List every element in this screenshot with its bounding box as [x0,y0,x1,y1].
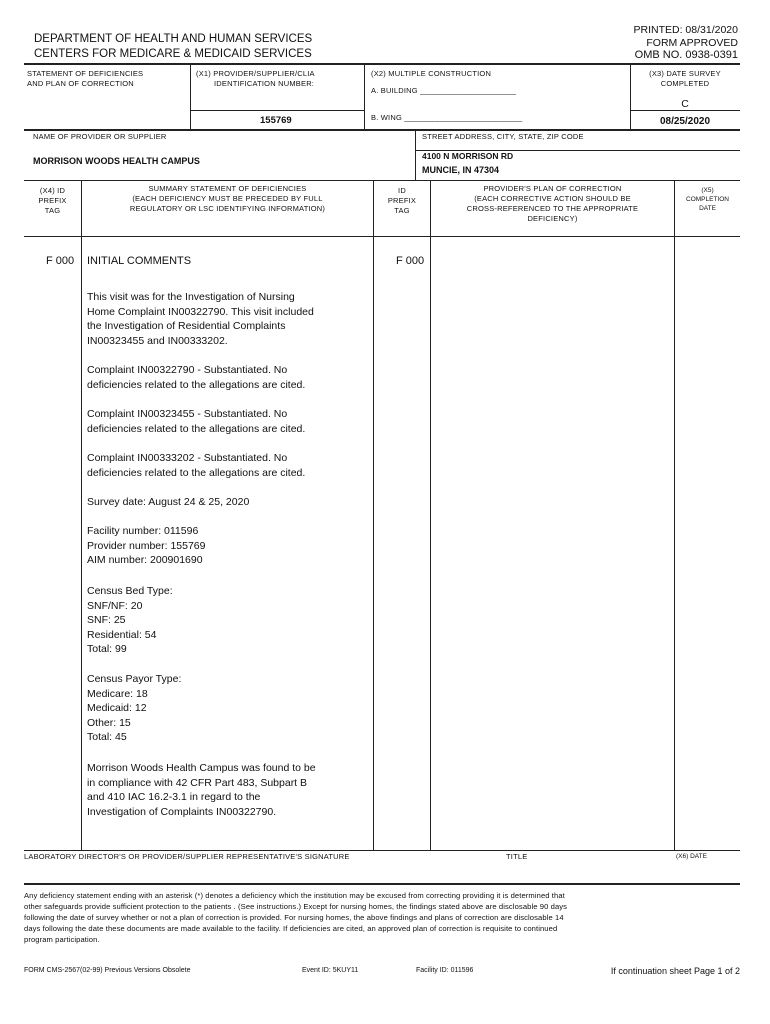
text-line: Residential: 54 [87,628,157,641]
x3-label-line-1: (X3) DATE SURVEY [649,69,721,78]
summary-column-header [82,184,373,214]
x3-label [630,69,740,89]
facility-id: Facility ID: 011596 [416,967,474,974]
summary-header-line-2: (EACH DEFICIENCY MUST BE PRECEDED BY FULL [132,194,323,203]
statement-label-line-1: STATEMENT OF DEFICIENCIES [27,69,144,78]
paragraph-complaint-1 [87,363,369,392]
text-line: Census Bed Type: [87,585,173,597]
statement-label [27,69,143,89]
x4-header-line-1: (X4) ID [39,186,66,195]
summary-header-line-3: REGULATORY OR LSC IDENTIFYING INFORMATION) [129,204,326,213]
department-line-1: DEPARTMENT OF HEALTH AND HUMAN SERVICES [34,33,313,45]
plan-header-line-2: (EACH CORRECTIVE ACTION SHOULD BE [474,194,631,203]
disclaimer-line: Any deficiency statement ending with an asterisk (*) denotes a deficiency which the institution may be excused from correcting providing it is determined that [24,891,565,900]
paragraph-compliance [87,761,369,819]
text-line: AIM number: 200901690 [87,554,203,567]
paragraph-complaint-2 [87,407,369,436]
text-line: SNF: 25 [87,614,126,627]
disclaimer [24,890,740,945]
x2-label: (X2) MULTIPLE CONSTRUCTION [371,69,492,78]
entry-tag-left: F 000 [46,255,75,267]
address-label: STREET ADDRESS, CITY, STATE, ZIP CODE [422,132,584,141]
text-line: Medicare: 18 [87,687,148,700]
entry-tag-right: F 000 [396,255,425,267]
provider-name-label: NAME OF PROVIDER OR SUPPLIER [33,132,167,141]
text-line: Census Payor Type: [87,673,182,685]
department-title [34,32,312,62]
title-label: TITLE [506,852,528,861]
address-city: MUNCIE, IN 47304 [422,165,500,175]
plan-header-line-3: CROSS-REFERENCED TO THE APPROPRIATE [466,204,639,213]
plan-column-header [431,184,674,224]
id-header-line-2: PREFIX [387,196,417,205]
provider-name: MORRISON WOODS HEALTH CAMPUS [33,156,200,166]
text-line: Morrison Woods Health Campus was found to be [87,762,316,774]
x6-date-label: (X6) DATE [676,853,707,860]
text-line: Other: 15 [87,716,131,729]
paragraph-facility-numbers [87,524,369,568]
x1-label-line-2: IDENTIFICATION NUMBER: [214,79,315,88]
provider-id-number: 155769 [260,115,292,126]
statement-label-line-2: AND PLAN OF CORRECTION [27,79,134,88]
summary-header-line-1: SUMMARY STATEMENT OF DEFICIENCIES [148,184,307,193]
text-line: SNF/NF: 20 [87,599,143,612]
id-header-line-3: TAG [394,206,410,215]
text-line: Survey date: August 24 & 25, 2020 [87,496,250,508]
text-line: Facility number: 011596 [87,525,199,537]
text-line: Provider number: 155769 [87,539,206,552]
text-line: Complaint IN00322790 - Substantiated. No [87,364,288,376]
paragraph-investigation [87,290,369,348]
disclaimer-line: days following the date these documents are made available to the facility. If deficiencies are cited, an approved plan of correction is requisite to continued [24,924,558,933]
continuation-page: If continuation sheet Page 1 of 2 [610,966,740,976]
text-line: and 410 IAC 16.2-3.1 in regard to the [87,791,261,804]
paragraph-census-payor [87,672,369,745]
id-header-line-1: ID [398,186,406,195]
x3-label-line-2: COMPLETED [660,79,710,88]
text-line: IN00323455 and IN00333202. [87,334,228,347]
disclaimer-line: following the date of survey whether or not a plan of correction is provided. For nursing homes, the above findings and plans of correction are disclosable 14 [24,913,564,922]
building-label: A. BUILDING ______________________ [371,86,517,95]
disclaimer-line: program participation. [24,935,100,944]
x1-label-line-1: (X1) PROVIDER/SUPPLIER/CLIA [196,69,315,78]
omb-number: OMB NO. 0938-0391 [634,49,738,61]
x5-column-header [675,186,740,213]
address-street: 4100 N MORRISON RD [422,151,514,161]
text-line: Total: 99 [87,643,127,656]
x5-header-line-2: COMPLETION [686,196,729,203]
paragraph-census-bed [87,584,369,657]
text-line: in compliance with 42 CFR Part 483, Subpart B [87,776,308,789]
x5-header-line-1: (X5) [701,187,714,194]
form-approval-block [634,24,738,62]
text-line: Complaint IN00323455 - Substantiated. No [87,408,288,420]
department-line-2: CENTERS FOR MEDICARE & MEDICAID SERVICES [34,48,312,60]
text-line: Investigation of Complaints IN00322790. [87,805,277,818]
id-column-header [374,186,430,216]
text-line: the Investigation of Residential Complaints [87,320,286,333]
x4-header-line-3: TAG [44,206,61,215]
wing-label: B. WING ___________________________ [371,113,523,122]
x1-label [196,69,356,89]
text-line: Complaint IN00333202 - Substantiated. No [87,452,288,464]
disclaimer-line: other safeguards provide sufficient protection to the patients . (See instructions.) Except for nursing homes, the findings stated above are disclosable 90 days [24,902,568,911]
signature-label: LABORATORY DIRECTOR'S OR PROVIDER/SUPPLIER REPRESENTATIVE'S SIGNATURE [24,852,350,861]
entry-body [87,290,369,348]
text-line: deficiencies related to the allegations are cited. [87,378,306,391]
paragraph-survey-date [87,495,369,510]
printed-date: PRINTED: 08/31/2020 [633,24,738,36]
form-id: FORM CMS-2567(02-99) Previous Versions Obsolete [24,967,191,974]
event-id: Event ID: 5KUY11 [302,967,359,974]
text-line: deficiencies related to the allegations are cited. [87,466,306,479]
text-line: Total: 45 [87,731,127,744]
form-approved: FORM APPROVED [646,36,738,49]
text-line: Home Complaint IN00322790. This visit included [87,305,314,318]
x4-header-line-2: PREFIX [38,196,67,205]
survey-code: C [681,98,689,110]
plan-header-line-4: DEFICIENCY) [527,214,578,223]
paragraph-complaint-3 [87,451,369,480]
x5-header-line-3: DATE [699,205,716,212]
x4-column-header [24,186,81,216]
survey-date: 08/25/2020 [659,116,711,127]
plan-header-line-1: PROVIDER'S PLAN OF CORRECTION [483,184,622,193]
text-line: Medicaid: 12 [87,702,147,715]
text-line: deficiencies related to the allegations are cited. [87,422,306,435]
entry-heading: INITIAL COMMENTS [87,255,192,267]
text-line: This visit was for the Investigation of Nursing [87,291,295,303]
